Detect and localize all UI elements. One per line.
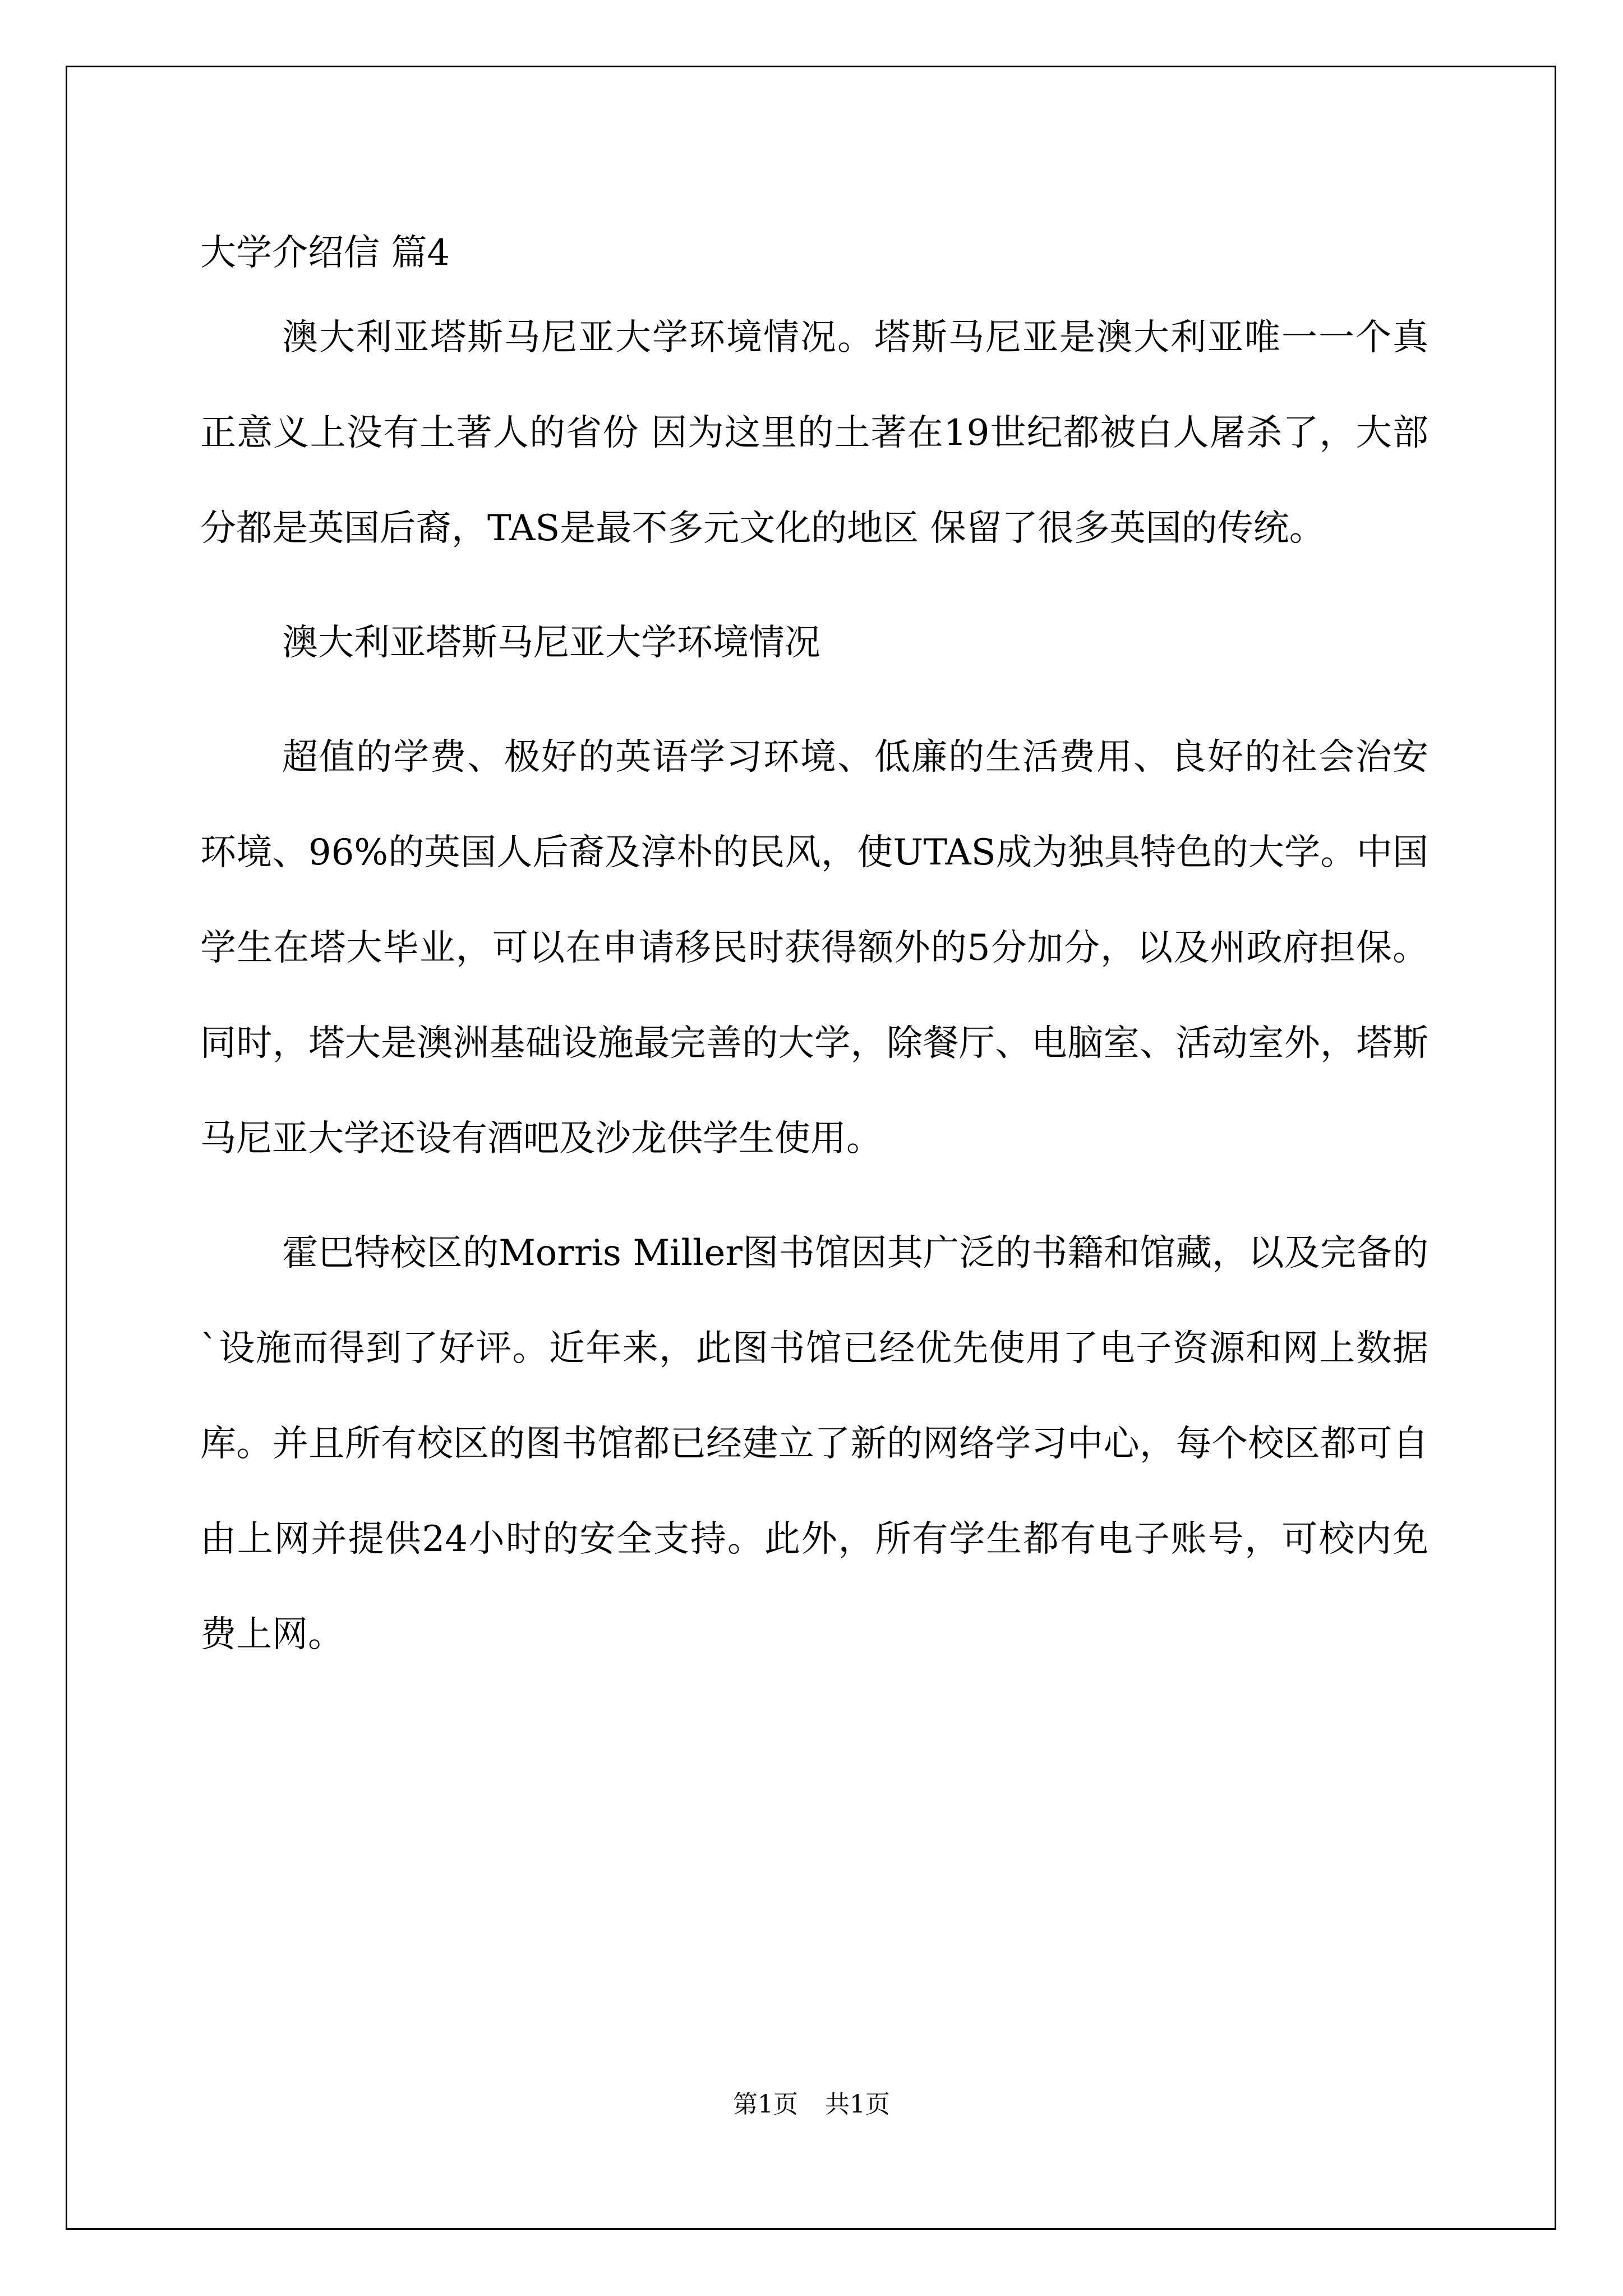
page-total: 共1页 <box>825 2090 890 2119</box>
paragraph-advantages: 超值的学费、极好的英语学习环境、低廉的生活费用、良好的社会治安环境、96%的英国人后裔及淳朴的民风，使UTAS成为独具特色的大学。中国学生在塔大毕业，可以在申请移民时获得额外的5分加分，以及州政府担保。同时，塔大是澳洲基础设施最完善的大学，除餐厅、电脑室、活动室外，塔斯马尼亚大学还设有酒吧及沙龙供学生使用。 <box>200 737 1428 1159</box>
paragraph-library: 霍巴特校区的Morris Miller图书馆因其广泛的书籍和馆藏，以及完备的`设施而得到了好评。近年来，此图书馆已经优先使用了电子资源和网上数据库。并且所有校区的图书馆都已经建立了新的网络学习中心，每个校区都可自由上网并提供24小时的安全支持。此外，所有学生都有电子账号，可校内免费上网。 <box>200 1232 1428 1655</box>
page-number: 第1页 <box>733 2090 798 2119</box>
paragraph-subheading: 澳大利亚塔斯马尼亚大学环境情况 <box>282 622 820 664</box>
document-title: 大学介绍信 篇4 <box>200 232 450 274</box>
paragraph-intro: 澳大利亚塔斯马尼亚大学环境情况。塔斯马尼亚是澳大利亚唯一一个真正意义上没有土著人的省份 因为这里的土著在19世纪都被白人屠杀了，大部分都是英国后裔，TAS是最不多元文化的地区 保留了很多英国的传统。 <box>200 317 1428 549</box>
page-footer <box>0 2088 1623 2122</box>
document-body <box>200 216 1428 1701</box>
